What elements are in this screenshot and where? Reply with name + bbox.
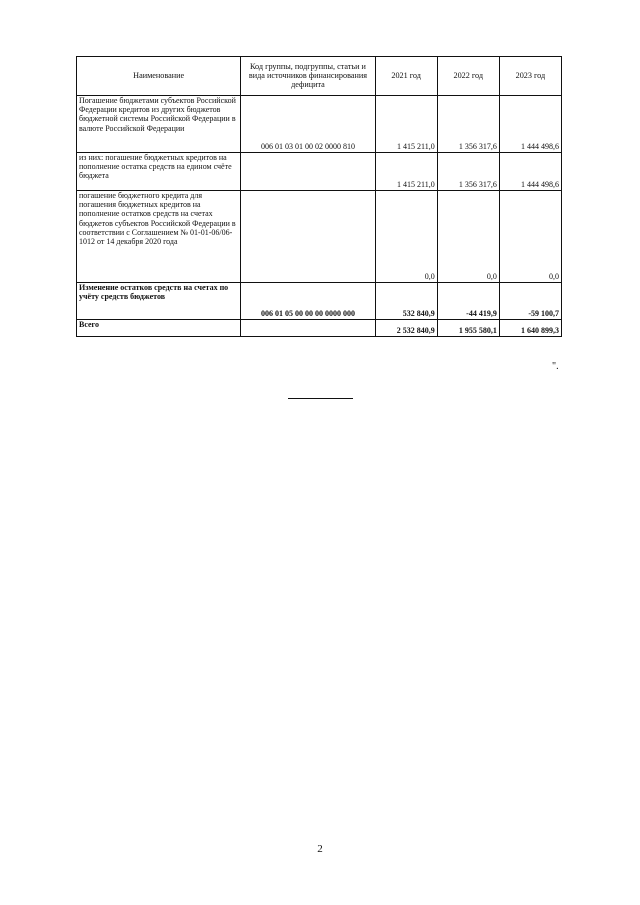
row-value-2021: 532 840,9 [375,283,437,320]
row-value-2023: 1 640 899,3 [499,320,561,337]
table-row-total [77,320,562,337]
row-value-2021: 1 415 211,0 [375,153,437,191]
row-name: из них: погашение бюджетных кредитов на пополнение остатка средств на едином счёте бюджета [77,153,241,191]
row-code: 006 01 05 00 00 00 0000 000 [241,283,375,320]
table-row [77,153,562,191]
row-code [241,153,375,191]
table-row [77,96,562,153]
header-2022: 2022 год [437,57,499,96]
row-value-2021: 0,0 [375,191,437,283]
row-value-2023: 0,0 [499,191,561,283]
page-number: 2 [317,843,323,855]
header-name: Наименование [77,57,241,96]
row-name: Изменение остатков средств на счетах по учёту средств бюджетов [77,283,241,320]
row-value-2023: 1 444 498,6 [499,96,561,153]
row-code [241,191,375,283]
row-value-2023: 1 444 498,6 [499,153,561,191]
table-header-row [77,57,562,96]
row-value-2022: 0,0 [437,191,499,283]
header-2023: 2023 год [499,57,561,96]
header-2021: 2021 год [375,57,437,96]
section-divider-line [288,398,353,399]
row-name: Всего [77,320,241,337]
header-code: Код группы, подгруппы, статьи и вида источников финансирования дефицита [241,57,375,96]
closing-quote-mark: ". [552,361,559,372]
row-value-2022: 1 955 580,1 [437,320,499,337]
financing-sources-table [76,56,562,337]
row-name: погашение бюджетного кредита для погашения бюджетных кредитов на пополнение остатков средств на счетах бюджетов субъектов Российской Федерации в соответствии с Соглашением № 01-01-06/06-1012 от 14 декабря 2020 года [77,191,241,283]
row-value-2022: -44 419,9 [437,283,499,320]
row-value-2021: 1 415 211,0 [375,96,437,153]
row-value-2021: 2 532 840,9 [375,320,437,337]
row-value-2022: 1 356 317,6 [437,153,499,191]
table-row [77,283,562,320]
row-value-2022: 1 356 317,6 [437,96,499,153]
row-name: Погашение бюджетами субъектов Российской Федерации кредитов из других бюджетов бюджетной системы Российской Федерации в валюте Российской Федерации [77,96,241,153]
row-value-2023: -59 100,7 [499,283,561,320]
row-code: 006 01 03 01 00 02 0000 810 [241,96,375,153]
table-row [77,191,562,283]
row-code [241,320,375,337]
